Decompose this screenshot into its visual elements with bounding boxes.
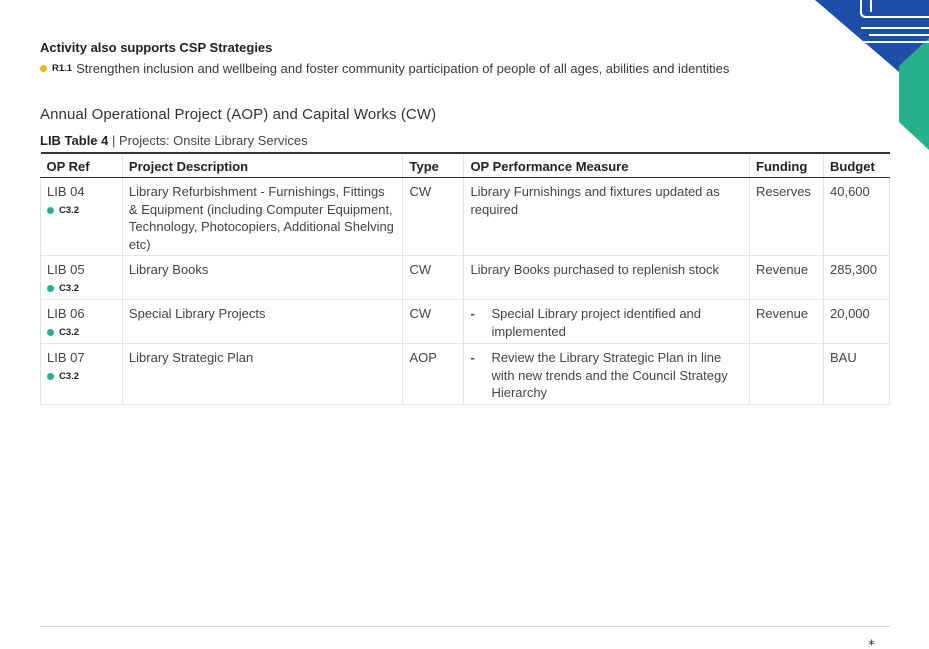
measure-cell: Library Books purchased to replenish stock (464, 256, 750, 300)
table-row (41, 178, 890, 256)
funding-cell: Revenue (750, 300, 824, 344)
dash-bullet: - (470, 306, 475, 321)
op-ref-cell (41, 344, 123, 405)
header-budget: Budget (824, 153, 890, 178)
op-ref-cell (41, 178, 123, 256)
budget-cell: BAU (824, 344, 890, 405)
section-title: Annual Operational Project (AOP) and Capital Works (CW) (40, 106, 437, 123)
projects-table (40, 152, 890, 405)
measure-bullet-item (470, 349, 743, 402)
csp-code-label: C3.2 (59, 282, 80, 294)
funding-cell (750, 344, 824, 405)
csp-code (47, 368, 116, 386)
strategy-code: R1.1 (52, 63, 73, 74)
csp-code (47, 324, 116, 342)
green-dot-icon (47, 329, 54, 336)
funding-cell: Revenue (750, 256, 824, 300)
page-content (40, 40, 890, 405)
csp-code-label: C3.2 (59, 326, 80, 338)
type-cell: CW (403, 256, 464, 300)
type-cell: CW (403, 300, 464, 344)
header-funding: Funding (750, 153, 824, 178)
table-row (41, 344, 890, 405)
table-header-row (41, 153, 890, 178)
csp-code (47, 202, 116, 220)
green-dot-icon (47, 285, 54, 292)
measure-bullet-item (470, 305, 743, 340)
op-ref-cell (41, 256, 123, 300)
measure-cell (464, 300, 750, 344)
measure-cell (464, 344, 750, 405)
table-caption-text: Projects: Onsite Library Services (119, 133, 308, 148)
table-caption-label: LIB Table 4 (40, 133, 109, 148)
strategy-text: Strengthen inclusion and wellbeing and foster community participation of people of all ages, abilities and identities (76, 61, 730, 76)
budget-cell: 285,300 (824, 256, 890, 300)
footer-logo-icon: ⁎ (868, 632, 875, 648)
table-row (41, 300, 890, 344)
op-ref: LIB 06 (47, 306, 85, 321)
footer-divider (40, 626, 890, 627)
description-cell: Library Strategic Plan (122, 344, 403, 405)
csp-code-label: C3.2 (59, 370, 80, 382)
supports-heading: Activity also supports CSP Strategies (40, 40, 273, 55)
op-ref: LIB 07 (47, 350, 85, 365)
budget-cell: 40,600 (824, 178, 890, 256)
header-type: Type (403, 153, 464, 178)
green-dot-icon (47, 373, 54, 380)
yellow-dot-icon (40, 65, 47, 72)
measure-text: Review the Library Strategic Plan in line with new trends and the Council Strategy Hierarchy (491, 350, 728, 400)
green-dot-icon (47, 207, 54, 214)
header-op-ref: OP Ref (41, 153, 123, 178)
measure-text: Special Library project identified and implemented (491, 306, 702, 339)
type-cell: AOP (403, 344, 464, 405)
budget-cell: 20,000 (824, 300, 890, 344)
op-ref: LIB 04 (47, 184, 85, 199)
measure-cell: Library Furnishings and fixtures updated as required (464, 178, 750, 256)
csp-strategy-item (40, 61, 890, 76)
header-performance-measure: OP Performance Measure (464, 153, 750, 178)
table-row (41, 256, 890, 300)
description-cell: Library Books (122, 256, 403, 300)
csp-code-label: C3.2 (59, 204, 80, 216)
op-ref-cell (41, 300, 123, 344)
funding-cell: Reserves (750, 178, 824, 256)
op-ref: LIB 05 (47, 262, 85, 277)
type-cell: CW (403, 178, 464, 256)
table-caption-separator: | (108, 133, 119, 148)
csp-code (47, 280, 116, 298)
table-caption (40, 133, 890, 148)
description-cell: Special Library Projects (122, 300, 403, 344)
header-project-description: Project Description (122, 153, 403, 178)
dash-bullet: - (470, 350, 475, 365)
description-cell: Library Refurbishment - Furnishings, Fittings & Equipment (including Computer Equipment, Technology, Photocopiers, Additional Shelving etc) (122, 178, 403, 256)
